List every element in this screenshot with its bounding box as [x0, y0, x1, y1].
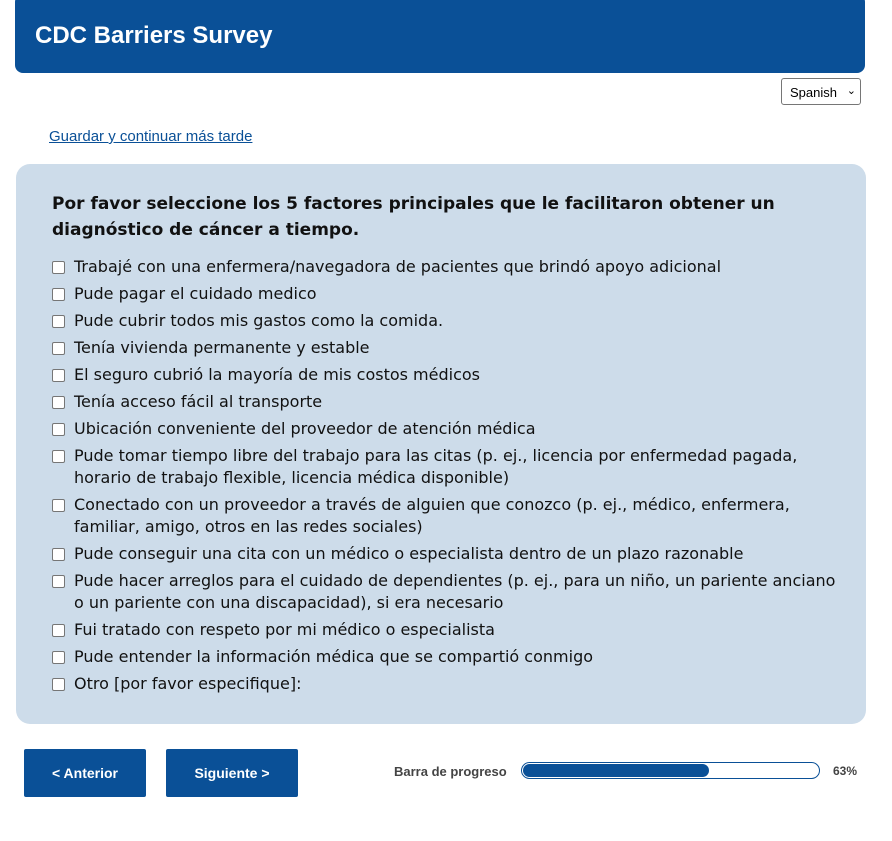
option-item[interactable]: [52, 619, 842, 641]
option-label: Otro [por favor especifique]:: [74, 674, 302, 693]
progress-label: Barra de progreso: [394, 764, 507, 779]
option-label: Pude hacer arreglos para el cuidado de dependientes (p. ej., para un niño, un pariente anciano o un pariente con una discapacidad), si era necesario: [74, 571, 836, 612]
language-select-value: Spanish: [790, 85, 837, 100]
option-item[interactable]: [52, 445, 842, 489]
option-item[interactable]: [52, 673, 842, 695]
option-checkbox[interactable]: [52, 624, 65, 637]
save-and-continue-link[interactable]: Guardar y continuar más tarde: [49, 128, 253, 145]
option-item[interactable]: [52, 418, 842, 440]
option-label: Pude entender la información médica que se compartió conmigo: [74, 647, 594, 666]
option-checkbox[interactable]: [52, 575, 65, 588]
option-label: Pude conseguir una cita con un médico o especialista dentro de un plazo razonable: [74, 544, 744, 563]
language-select[interactable]: [781, 78, 861, 105]
option-checkbox[interactable]: [52, 450, 65, 463]
option-checkbox[interactable]: [52, 499, 65, 512]
progress-bar: [521, 762, 820, 779]
previous-button[interactable]: < Anterior: [24, 749, 146, 797]
option-checkbox[interactable]: [52, 678, 65, 691]
option-item[interactable]: [52, 494, 842, 538]
option-label: Pude pagar el cuidado medico: [74, 284, 317, 303]
option-checkbox[interactable]: [52, 369, 65, 382]
option-item[interactable]: [52, 391, 842, 413]
option-item[interactable]: [52, 310, 842, 332]
option-label: Tenía vivienda permanente y estable: [74, 338, 370, 357]
option-label: Tenía acceso fácil al transporte: [74, 392, 323, 411]
option-checkbox[interactable]: [52, 423, 65, 436]
chevron-down-icon: ⌄: [846, 85, 856, 97]
option-checkbox[interactable]: [52, 548, 65, 561]
app-title: CDC Barriers Survey: [35, 22, 273, 49]
progress-percent: 63%: [833, 764, 858, 778]
next-button[interactable]: Siguiente >: [166, 749, 298, 797]
question-panel: [16, 164, 866, 724]
header-bar: [15, 0, 865, 73]
option-item[interactable]: [52, 646, 842, 668]
option-item[interactable]: [52, 256, 842, 278]
option-item[interactable]: [52, 543, 842, 565]
option-item[interactable]: [52, 364, 842, 386]
question-text: Por favor seleccione los 5 factores principales que le facilitaron obtener un diagnóstico de cáncer a tiempo.: [52, 194, 775, 240]
option-checkbox[interactable]: [52, 288, 65, 301]
option-label: Pude cubrir todos mis gastos como la comida.: [74, 311, 444, 330]
option-item[interactable]: [52, 283, 842, 305]
option-item[interactable]: [52, 570, 842, 614]
option-checkbox[interactable]: [52, 651, 65, 664]
option-label: Trabajé con una enfermera/navegadora de pacientes que brindó apoyo adicional: [74, 257, 722, 276]
option-item[interactable]: [52, 337, 842, 359]
options-list: [52, 256, 842, 700]
option-checkbox[interactable]: [52, 396, 65, 409]
option-checkbox[interactable]: [52, 315, 65, 328]
option-checkbox[interactable]: [52, 261, 65, 274]
option-label: Ubicación conveniente del proveedor de atención médica: [74, 419, 536, 438]
option-label: Conectado con un proveedor a través de alguien que conozco (p. ej., médico, enfermera, familiar, amigo, otros en las redes sociales): [74, 495, 790, 536]
progress-bar-fill: [523, 764, 709, 777]
option-label: Pude tomar tiempo libre del trabajo para las citas (p. ej., licencia por enfermedad pagada, horario de trabajo flexible, licencia médica disponible): [74, 446, 798, 487]
option-checkbox[interactable]: [52, 342, 65, 355]
option-label: El seguro cubrió la mayoría de mis costos médicos: [74, 365, 481, 384]
option-label: Fui tratado con respeto por mi médico o especialista: [74, 620, 495, 639]
